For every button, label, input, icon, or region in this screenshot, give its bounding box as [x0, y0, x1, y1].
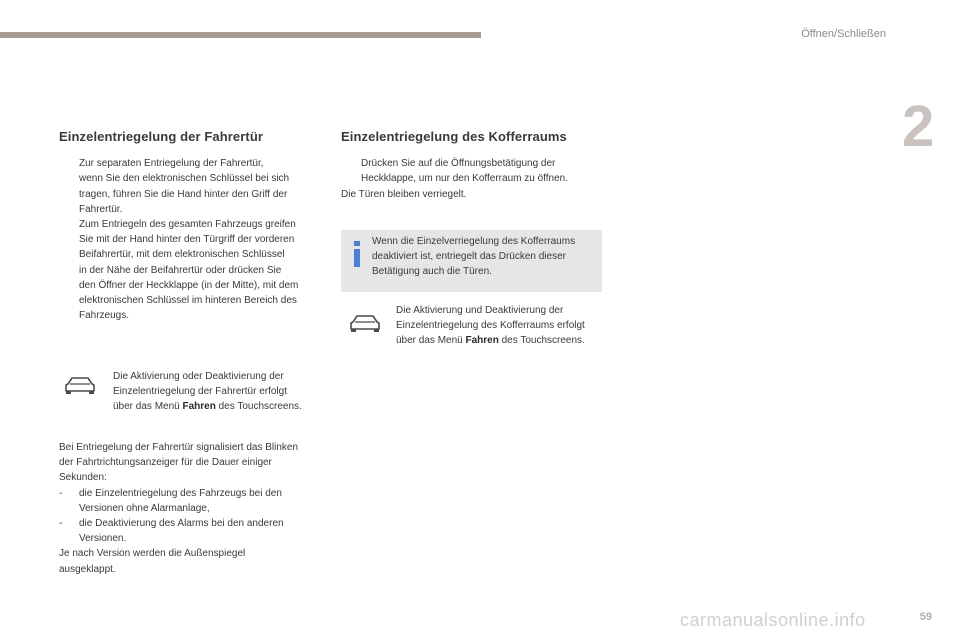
left-column	[59, 129, 329, 323]
car-icon	[64, 375, 96, 395]
page-number: 59	[919, 611, 932, 623]
section-label: Öffnen/Schließen	[801, 28, 886, 40]
right-after-text: Die Türen bleiben verriegelt.	[341, 188, 467, 200]
left-bullet-1: Zur separaten Entriegelung der Fahrertür, wenn Sie den elektronischen Schlüssel bei sich tragen, führen Sie die Hand hinter den Griff der Fahrertür.	[79, 158, 290, 215]
dash-item-2: - die Deaktivierung des Alarms bei den anderen Versionen.	[59, 518, 284, 545]
car-icon	[349, 313, 381, 333]
right-bullet-1: Drücken Sie auf die Öffnungsbetätigung der Heckklappe, um nur den Kofferraum zu öffnen.	[361, 158, 568, 185]
dash-item-1: - die Einzelentriegelung des Fahrzeugs bei den Versionen ohne Alarmanlage,	[59, 487, 282, 514]
right-title: Einzelentriegelung des Kofferraums	[341, 129, 567, 144]
info-text: Wenn die Einzelverriegelung des Kofferraums deaktiviert ist, entriegelt das Drücken dieser Betätigung auch die Türen.	[372, 236, 576, 278]
left-paragraph: Bei Entriegelung der Fahrertür signalisiert das Blinken der Fahrtrichtungsanzeiger für die Dauer einiger Sekunden: - die Einzelentriegelung des Fahrzeugs bei den Versionen ohne Alarmanlage, - die Deaktivierung des Alarms bei den anderen Versionen. Je nach Version werden die Außenspiegel ausgeklappt.	[59, 440, 329, 577]
left-title: Einzelentriegelung der Fahrertür	[59, 129, 264, 144]
left-bullet-2: Zum Entriegeln des gesamten Fahrzeugs greifen Sie mit der Hand hinter den Türgriff der vorderen Beifahrertür, mit dem elektronischen Schlüssel in der Nähe der Beifahrertür oder drücken Sie den Öffner der Heckklappe (in der Mitte), mit dem elektronischen Schlüssel im hinteren Bereich des Fahrzeugs.	[79, 219, 299, 322]
info-box	[341, 230, 602, 292]
header-bar	[0, 32, 481, 38]
right-note: Die Aktivierung und Deaktivierung der Einzelentriegelung des Kofferraums erfolgt über das Menü Fahren des Touchscreens.	[396, 305, 585, 347]
left-note: Die Aktivierung oder Deaktivierung der Einzelentriegelung der Fahrertür erfolgt über das Menü Fahren des Touchscreens.	[113, 371, 302, 413]
info-icon	[353, 241, 361, 267]
watermark: carmanualsonline.info	[680, 610, 866, 630]
chapter-number: 2	[902, 94, 935, 159]
right-column	[341, 129, 611, 202]
